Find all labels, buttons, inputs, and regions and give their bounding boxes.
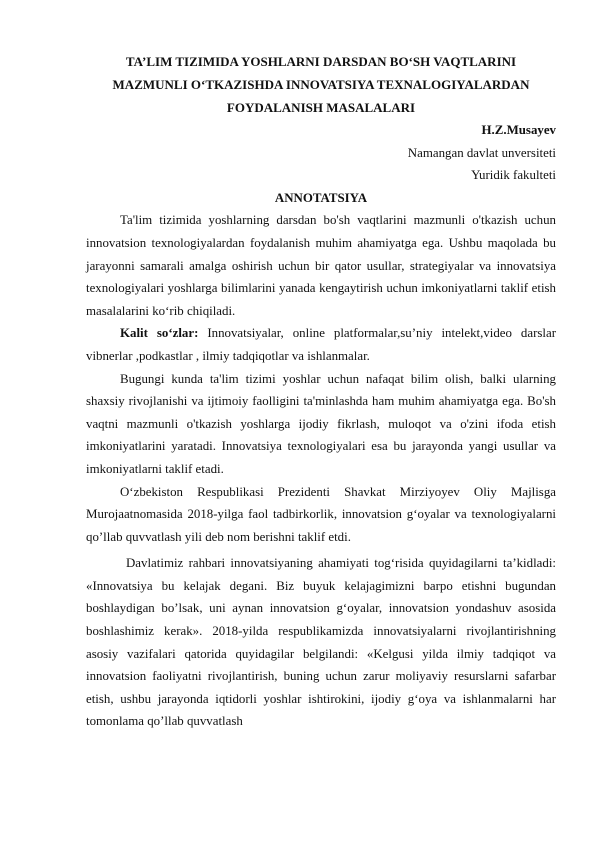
keywords-label: Kalit so‘zlar: (120, 326, 199, 341)
title-line-1: TA’LIM TIZIMIDA YOSHLARNI DARSDAN BO‘SH VAQTLARINI (125, 54, 517, 69)
body-paragraph-1: Bugungi kunda ta'lim tizimi yoshlar uchun nafaqat bilim olish, balki ularning shaxsiy rivojlanishi va ijtimoiy faolligini ta'minlashda ham muhim ahamiyatga ega. Bo'sh vaqtni mazmunli o'tkazish yoshlarga ijodiy fikrlash, muloqot va o'zini ifoda etish imkoniyatlarini yaratadi. Innovatsiya texnologiyalari esa bu jarayonda yangi usullar va imkoniyatlarni taklif etadi. (86, 371, 556, 476)
title-line-2: MAZMUNLI O‘TKAZISHDA INNOVATSIYA TEXNALOGIYALARDAN (112, 77, 530, 92)
body-paragraph-3: Davlatimiz rahbari innovatsiyaning ahamiyati tog‘risida quyidagilarni ta’kidladi: «Innovatsiya bu kelajak degani. Biz buyuk kelajagimizni barpo etishni bugundan boshlaydigan bo’lsak, uni aynan innovatsion g‘oyalar, innovatsion yondashuv asosida boshlashimiz kerak». 2018-yilda respublikamizda innovatsiyalarni rivojlantirishning asosiy vazifalari qatorida quyidagilar belgilandi: «Kelgusi yilda ilmiy tadqiqot va innovatsion faoliyatni rivojlantirish, buning uchun zarur moliyaviy resurslarni safarbar etish, ushbu jarayonda iqtidorli yoshlar ishtirokini, ijodiy g‘oya va ishlanmalarni har tomonlama qo’llab quvvatlash (86, 556, 556, 729)
university-name: Namangan davlat unversiteti (407, 145, 556, 160)
title-line-3: FOYDALANISH MASALALARI (226, 100, 416, 115)
author-name: H.Z.Musayev (481, 123, 556, 137)
article-title (86, 50, 556, 119)
abstract-text: Ta'lim tizimida yoshlarning darsdan bo'sh vaqtlarini mazmunli o'tkazish uchun innovatsion texnologiyalardan foydalanish muhim ahamiyatga ega. Ushbu maqolada bu jarayonni samarali amalga oshirish uchun bir qator usullar, strategiyalar va innovatsiya texnologiyalari yoshlarga bilimlarini yanada kengaytirish uchun imkoniyatlarni taklif etish masalalarini ko‘rib chiqiladi. (86, 213, 556, 318)
keywords-paragraph (86, 322, 556, 367)
abstract-heading: ANNOTATSIYA (274, 190, 368, 205)
faculty-name: Yuridik fakulteti (471, 168, 556, 183)
keywords-text: Innovatsiyalar, online platformalar,su’niy intelekt,video darslar vibnerlar ,podkastlar , ilmiy tadqiqotlar va ishlanmalar. (86, 326, 556, 363)
body-paragraph-2: O‘zbekiston Respublikasi Prezidenti Shavkat Mirziyoyev Oliy Majlisga Murojaatnomasida 2018-yilga faol tadbirkorlik, innovatsion g‘oyalar va texnologiyalarni qo’llab quvvatlash yili deb nom berishni taklif etdi. (86, 484, 556, 544)
